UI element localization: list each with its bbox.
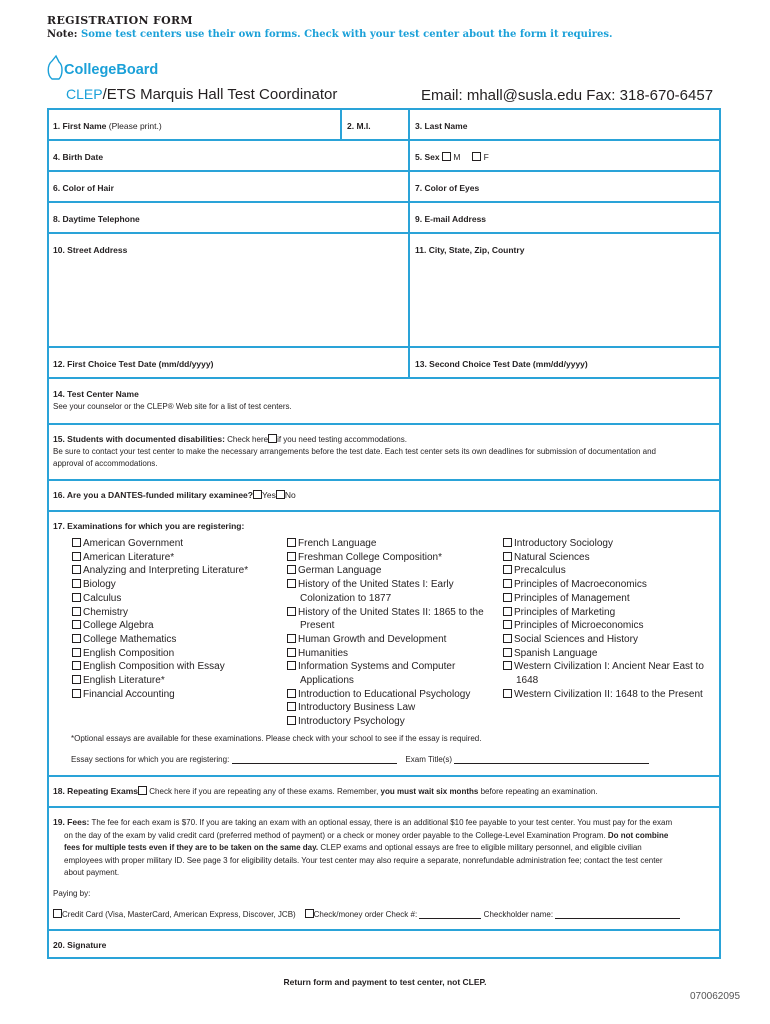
- exam-option[interactable]: [287, 551, 484, 565]
- exam-option[interactable]: [72, 660, 248, 674]
- exam-label: Introductory Business Law: [298, 702, 416, 714]
- checkholder-name-input[interactable]: [555, 918, 680, 919]
- exam-label: Information Systems and Computer: [298, 661, 456, 673]
- exam-label: Calculus: [83, 592, 122, 604]
- exam-option[interactable]: [72, 578, 248, 592]
- exam-checkbox[interactable]: [287, 607, 296, 616]
- exam-label: Biology: [83, 579, 116, 591]
- exam-option[interactable]: [503, 660, 704, 674]
- exam-option[interactable]: [72, 606, 248, 620]
- exam-option[interactable]: [503, 619, 704, 633]
- exam-label: Western Civilization II: 1648 to the Present: [514, 688, 703, 700]
- test-center-hint: See your counselor or the CLEP® Web site for a list of test centers.: [53, 402, 292, 411]
- coordinator-line: [66, 86, 337, 103]
- exam-label: Principles of Management: [514, 592, 630, 604]
- exam-label: Freshman College Composition*: [298, 551, 442, 563]
- hair-color-field[interactable]: 6. Color of Hair: [53, 183, 114, 193]
- exam-option[interactable]: [287, 715, 484, 729]
- essay-sections-line: Essay sections for which you are registering: Exam Title(s): [71, 755, 649, 764]
- exam-label: English Composition: [83, 647, 175, 659]
- exam-checkbox[interactable]: [503, 552, 512, 561]
- exam-checkbox[interactable]: [287, 634, 296, 643]
- registration-form: [47, 108, 721, 959]
- exam-option[interactable]: [503, 688, 704, 702]
- dantes-yes-checkbox[interactable]: [253, 490, 262, 499]
- check-money-order-checkbox[interactable]: [305, 909, 314, 918]
- exam-option[interactable]: [287, 633, 484, 647]
- exam-column-1: [72, 537, 248, 701]
- footer-instruction: Return form and payment to test center, not CLEP.: [283, 977, 487, 987]
- contact-info: Email: mhall@susla.edu Fax: 318-670-6457: [421, 87, 714, 104]
- email-address-field[interactable]: 9. E-mail Address: [415, 214, 487, 224]
- exam-option[interactable]: [287, 688, 484, 702]
- exam-checkbox[interactable]: [72, 675, 81, 684]
- exam-label: History of the United States I: Early: [298, 579, 454, 591]
- second-choice-date-field[interactable]: 13. Second Choice Test Date (mm/dd/yyyy): [415, 359, 588, 369]
- clep-label: CLEP: [66, 86, 103, 102]
- signature-field[interactable]: 20. Signature: [53, 940, 107, 950]
- exam-label: Introductory Psychology: [298, 716, 405, 728]
- exam-checkbox[interactable]: [287, 702, 296, 711]
- exam-option[interactable]: [287, 606, 484, 620]
- exam-option[interactable]: [503, 537, 704, 551]
- exam-label: German Language: [298, 565, 382, 577]
- exam-option[interactable]: [287, 578, 484, 592]
- test-center-name-field[interactable]: 14. Test Center Name: [53, 389, 139, 399]
- dantes-question: 16. Are you a DANTES-funded military examinee? Yes No: [53, 490, 296, 500]
- repeating-exams-line: 18. Repeating Exams Check here if you are repeating any of these exams. Remember, you must wait six months before repeating an examination.: [53, 786, 598, 796]
- optional-essay-note: *Optional essays are available for these examinations. Please check with your school to see if the essay is required.: [71, 734, 482, 743]
- exam-option[interactable]: [287, 660, 484, 674]
- sex-f-checkbox[interactable]: [472, 152, 481, 161]
- birth-date-field[interactable]: 4. Birth Date: [53, 152, 104, 162]
- exam-option[interactable]: [72, 674, 248, 688]
- exam-option[interactable]: [503, 551, 704, 565]
- exam-checkbox[interactable]: [503, 565, 512, 574]
- exam-checkbox[interactable]: [503, 661, 512, 670]
- exam-label: Natural Sciences: [514, 551, 590, 563]
- paying-by-label: Paying by:: [53, 889, 91, 898]
- coordinator-text: /ETS Marquis Hall Test Coordinator: [102, 86, 338, 103]
- daytime-telephone-field[interactable]: 8. Daytime Telephone: [53, 214, 140, 224]
- exam-checkbox[interactable]: [72, 634, 81, 643]
- sex-field: 5. Sex M F: [415, 152, 489, 162]
- credit-card-checkbox[interactable]: [53, 909, 62, 918]
- exam-checkbox[interactable]: [287, 579, 296, 588]
- exam-label: Human Growth and Development: [298, 633, 447, 645]
- exam-option[interactable]: [72, 592, 248, 606]
- exam-checkbox[interactable]: [72, 538, 81, 547]
- exam-option[interactable]: [503, 633, 704, 647]
- exam-label: American Government: [83, 538, 184, 549]
- middle-initial-field[interactable]: 2. M.I.: [347, 121, 371, 131]
- form-note: [47, 29, 613, 40]
- exam-checkbox[interactable]: [503, 538, 512, 547]
- exam-checkbox[interactable]: [503, 579, 512, 588]
- exam-label: American Literature*: [83, 551, 175, 563]
- exam-option[interactable]: [503, 647, 704, 661]
- exam-checkbox[interactable]: [72, 565, 81, 574]
- exam-checkbox[interactable]: [72, 607, 81, 616]
- exam-option[interactable]: [287, 537, 484, 551]
- svg-text:CollegeBoard: CollegeBoard: [64, 62, 159, 78]
- exam-label: English Literature*: [83, 675, 165, 687]
- exam-option[interactable]: [287, 564, 484, 578]
- exam-label: English Composition with Essay: [83, 661, 225, 673]
- exam-option[interactable]: [72, 647, 248, 661]
- exam-checkbox[interactable]: [287, 538, 296, 547]
- first-choice-date-field[interactable]: 12. First Choice Test Date (mm/dd/yyyy): [53, 359, 214, 369]
- disabilities-line: 15. Students with documented disabilities: Check here if you need testing accommodations.: [53, 434, 407, 444]
- exam-option[interactable]: [72, 551, 248, 565]
- check-number-input[interactable]: [419, 918, 481, 919]
- exam-checkbox[interactable]: [72, 579, 81, 588]
- dantes-no-checkbox[interactable]: [276, 490, 285, 499]
- form-title: REGISTRATION FORM: [47, 14, 193, 27]
- exam-option[interactable]: [503, 578, 704, 592]
- exam-label: Precalculus: [514, 565, 566, 577]
- note-label: Note:: [47, 29, 78, 40]
- exam-label: Spanish Language: [514, 647, 598, 659]
- exam-titles-input[interactable]: [454, 763, 649, 764]
- exam-label-continued: 1648: [516, 675, 539, 687]
- exam-label-continued: Applications: [300, 675, 354, 687]
- exam-checkbox[interactable]: [287, 565, 296, 574]
- exam-label: French Language: [298, 538, 377, 549]
- exam-column-3: [503, 537, 704, 701]
- note-text: Some test centers use their own forms. Check with your test center about the form it requires.: [80, 29, 613, 40]
- exam-checkbox[interactable]: [287, 552, 296, 561]
- exam-label: Social Sciences and History: [514, 633, 638, 645]
- exam-checkbox[interactable]: [287, 661, 296, 670]
- exam-checkbox[interactable]: [503, 648, 512, 657]
- exam-label: Analyzing and Interpreting Literature*: [83, 565, 249, 577]
- street-address-field[interactable]: 10. Street Address: [53, 245, 128, 255]
- first-name-field[interactable]: 1. First Name (Please print.): [53, 121, 162, 131]
- exam-option[interactable]: [287, 701, 484, 715]
- exam-label-continued: Present: [300, 620, 335, 632]
- form-code: 070062095: [690, 991, 741, 1002]
- exam-column-2: [287, 537, 484, 729]
- exam-checkbox[interactable]: [503, 593, 512, 602]
- exam-label: Principles of Marketing: [514, 606, 616, 618]
- city-state-zip-field[interactable]: 11. City, State, Zip, Country: [415, 245, 525, 255]
- exam-label: Introductory Sociology: [514, 538, 613, 549]
- disabilities-text-1: Be sure to contact your test center to make the necessary arrangements before the test date. Each test center sets its own deadlines for submission of documentation and: [53, 447, 656, 456]
- exam-label: Western Civilization I: Ancient Near East to: [514, 661, 704, 673]
- exam-label: Chemistry: [83, 606, 129, 618]
- essay-sections-input[interactable]: [232, 763, 397, 764]
- exam-label: College Mathematics: [83, 633, 177, 645]
- exam-checkbox[interactable]: [503, 607, 512, 616]
- exam-label: Principles of Macroeconomics: [514, 579, 647, 591]
- exam-label: College Algebra: [83, 620, 154, 632]
- exam-checkbox[interactable]: [72, 593, 81, 602]
- exam-label: History of the United States II: 1865 to the: [298, 606, 484, 618]
- fees-paragraph: 19. Fees: The fee for each exam is $70. If you are taking an exam with an optional essay, there is an additional $10 fee payable to your test center. You must pay for the exam on the day of the exam by valid credit card (preferred method of payment) or a check or money order payable to the College-Level Examination Program. Do not combine fees for multiple tests even if they are to be taken on the same day. CLEP exams and optional essays are free to eligible military personnel, and eligible civilian employees with proper military ID. See page 3 for eligibility details. Your test center may also require a separate, nonrefundable administration fee; contact the test center about payment.: [53, 817, 673, 877]
- exam-option[interactable]: [503, 606, 704, 620]
- exam-checkbox[interactable]: [72, 689, 81, 698]
- exam-checkbox[interactable]: [287, 716, 296, 725]
- collegeboard-logo: [46, 53, 166, 86]
- exam-option[interactable]: [72, 564, 248, 578]
- exam-option[interactable]: [503, 564, 704, 578]
- exam-option[interactable]: [287, 647, 484, 661]
- last-name-field[interactable]: 3. Last Name: [415, 121, 468, 131]
- exam-checkbox[interactable]: [72, 648, 81, 657]
- exam-checkbox[interactable]: [503, 689, 512, 698]
- exam-checkbox[interactable]: [503, 620, 512, 629]
- accommodations-checkbox[interactable]: [268, 434, 277, 443]
- eye-color-field[interactable]: 7. Color of Eyes: [415, 183, 480, 193]
- exam-label: Financial Accounting: [83, 688, 175, 700]
- exam-option[interactable]: [72, 619, 248, 633]
- exam-checkbox[interactable]: [72, 552, 81, 561]
- exam-label: Introduction to Educational Psychology: [298, 688, 471, 700]
- exam-option[interactable]: [503, 592, 704, 606]
- exam-option[interactable]: [72, 537, 248, 551]
- exam-option[interactable]: [72, 633, 248, 647]
- sex-m-checkbox[interactable]: [442, 152, 451, 161]
- exam-option[interactable]: [72, 688, 248, 702]
- exam-checkbox[interactable]: [503, 634, 512, 643]
- payment-options: Credit Card (Visa, MasterCard, American Express, Discover, JCB) Check/money order Check #: Checkholder name:: [53, 909, 680, 919]
- exam-label-continued: Colonization to 1877: [300, 592, 392, 604]
- exam-checkbox[interactable]: [72, 620, 81, 629]
- exam-checkbox[interactable]: [287, 689, 296, 698]
- exam-label: Principles of Microeconomics: [514, 620, 644, 632]
- examinations-label: 17. Examinations for which you are registering:: [53, 521, 245, 531]
- exam-checkbox[interactable]: [72, 661, 81, 670]
- repeating-exams-checkbox[interactable]: [138, 786, 147, 795]
- exam-label: Humanities: [298, 647, 349, 659]
- exam-checkbox[interactable]: [287, 648, 296, 657]
- disabilities-text-2: approval of accommodations.: [53, 459, 158, 468]
